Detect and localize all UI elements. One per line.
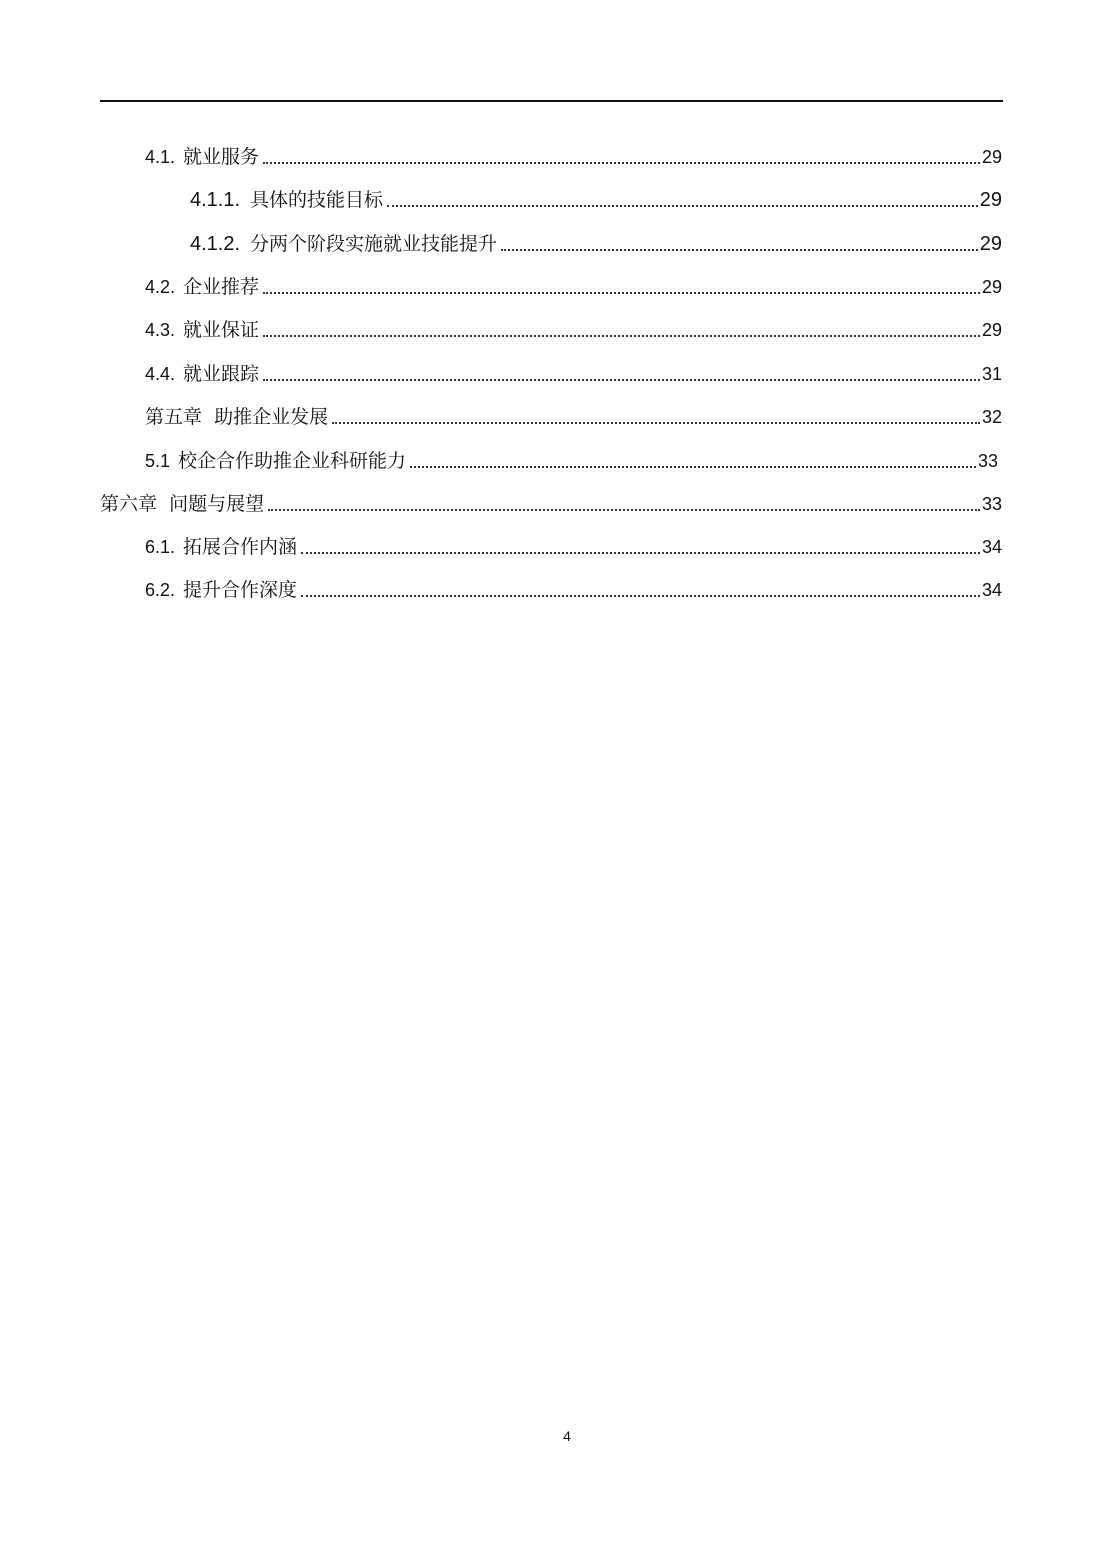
toc-entry-number: 4.1.1. xyxy=(190,189,241,211)
toc-entry-page: 29 xyxy=(981,320,1002,340)
toc-entry-number: 4.4. xyxy=(145,364,176,384)
toc-entry-title: 提升合作深度 xyxy=(183,579,298,601)
toc-entry-title: 第六章 问题与展望 xyxy=(100,493,265,515)
toc-entry-6-1[interactable] xyxy=(145,530,1002,560)
toc-entry-number: 4.1.2. xyxy=(190,233,241,255)
toc-entry-page: 33 xyxy=(977,451,998,471)
toc-entry-title: 就业跟踪 xyxy=(183,363,260,385)
toc-entry-page: 29 xyxy=(981,147,1002,167)
toc-dot-leader xyxy=(263,379,980,381)
toc-dot-leader xyxy=(301,552,980,554)
toc-entry-chapter-5[interactable] xyxy=(145,400,1002,430)
page-number: 4 xyxy=(563,1428,571,1444)
header-rule xyxy=(100,100,1003,102)
toc-entry-6-2[interactable] xyxy=(145,573,1002,603)
toc-entry-number: 6.2. xyxy=(145,580,176,600)
toc-entry-title: 校企合作助推企业科研能力 xyxy=(178,450,407,472)
toc-entry-title: 企业推荐 xyxy=(183,276,260,298)
toc-entry-4-2[interactable] xyxy=(145,270,1002,300)
toc-entry-title: 就业保证 xyxy=(183,319,260,341)
toc-entry-title: 拓展合作内涵 xyxy=(183,536,298,558)
toc-dot-leader xyxy=(263,162,980,164)
toc-entry-page: 32 xyxy=(981,407,1002,427)
toc-dot-leader xyxy=(263,335,980,337)
toc-entry-title: 第五章 助推企业发展 xyxy=(145,406,329,428)
toc-entry-number: 4.1. xyxy=(145,147,176,167)
toc-entry-title: 就业服务 xyxy=(183,146,260,168)
toc-entry-page: 29 xyxy=(979,189,1002,211)
toc-entry-title: 具体的技能目标 xyxy=(250,189,384,211)
toc-entry-page: 34 xyxy=(981,537,1002,557)
toc-entry-number: 4.3. xyxy=(145,320,176,340)
toc-dot-leader xyxy=(410,466,976,468)
toc-entry-page: 31 xyxy=(981,364,1002,384)
toc-entry-number: 6.1. xyxy=(145,537,176,557)
toc-entry-page: 29 xyxy=(981,277,1002,297)
toc-dot-leader xyxy=(263,292,980,294)
toc-dot-leader xyxy=(332,422,980,424)
toc-entry-4-3[interactable] xyxy=(145,313,1002,343)
toc-entry-chapter-6[interactable] xyxy=(100,487,1002,517)
toc-entry-4-1-2[interactable] xyxy=(190,227,1002,257)
toc-entry-4-1[interactable] xyxy=(145,140,1002,170)
toc-entry-page: 33 xyxy=(981,494,1002,514)
toc-entry-4-1-1[interactable] xyxy=(190,183,1002,213)
toc-entry-5-1[interactable] xyxy=(145,444,998,474)
toc-entry-number: 5.1 xyxy=(145,451,171,471)
toc-entry-page: 34 xyxy=(981,580,1002,600)
toc-dot-leader xyxy=(268,509,980,511)
toc-entry-number: 4.2. xyxy=(145,277,176,297)
toc-entry-4-4[interactable] xyxy=(145,357,1002,387)
toc-entry-title: 分两个阶段实施就业技能提升 xyxy=(250,233,498,255)
toc-dot-leader xyxy=(301,595,980,597)
toc-dot-leader xyxy=(501,249,978,251)
toc-entry-page: 29 xyxy=(979,233,1002,255)
toc-dot-leader xyxy=(387,205,978,207)
